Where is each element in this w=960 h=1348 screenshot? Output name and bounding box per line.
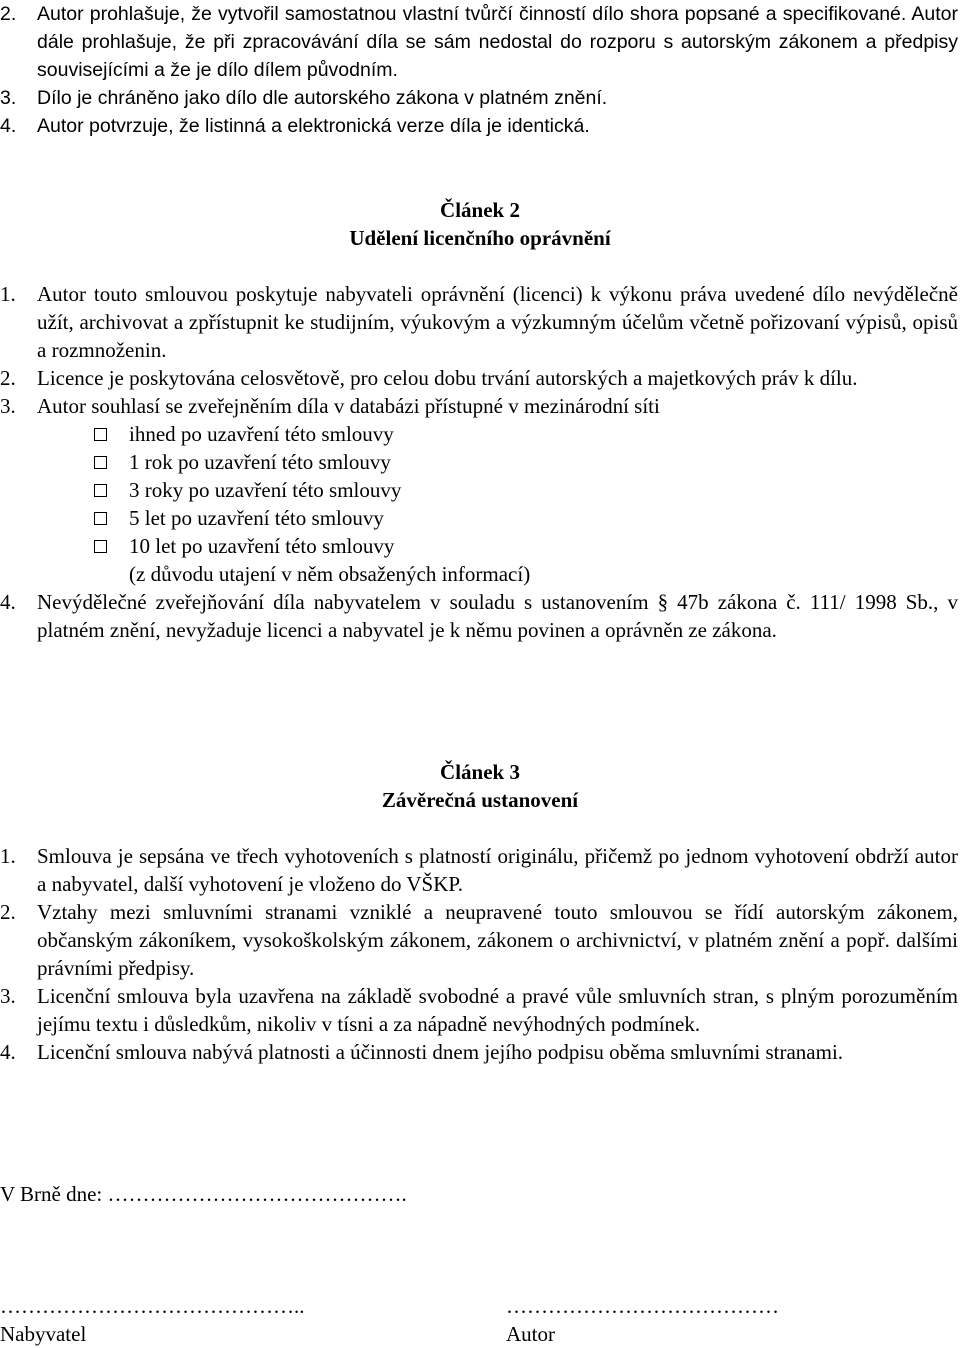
list-item [0, 1038, 958, 1066]
option-row [92, 448, 958, 476]
list-item [0, 280, 958, 364]
list-item [0, 84, 958, 112]
item-text: Autor prohlašuje, že vytvořil samostatnou vlastní tvůrčí činností dílo shora popsané a specifikované. Autor dále prohlašuje, že při zpracovávání díla se sám nedostal do rozporu s autorským zákonem a předpisy souvisejícími a že je dílo dílem původním. [37, 3, 958, 81]
item-text: Vztahy mezi smluvními stranami vzniklé a neupravené touto smlouvou se řídí autorským zákonem, občanským zákoníkem, vysokoškolským zákonem, zákonem o archivnictví, v platném znění a popř. dalšími právními předpisy. [37, 900, 958, 980]
list-item [0, 0, 958, 84]
place-date-line: V Brně dne: ……………………………………. [0, 1182, 407, 1206]
option-label: 5 let po uzavření této smlouvy [129, 506, 384, 530]
list-item [0, 392, 958, 420]
item-number: 2. [0, 3, 17, 25]
article3-heading [0, 758, 960, 814]
article2-body [0, 280, 958, 644]
item-text: Licenční smlouva byla uzavřena na základě svobodné a pravé vůle smluvních stran, s plným porozuměním jejímu textu i důsledkům, nikoliv v tísni a za nápadně nevýhodných podmínek. [37, 984, 958, 1036]
item-text: Licence je poskytována celosvětově, pro celou dobu trvání autorských a majetkových práv k dílu. [37, 366, 858, 390]
option-checkbox[interactable] [94, 456, 107, 469]
article2-heading [0, 196, 960, 252]
option-row [92, 504, 958, 532]
item-text: Autor touto smlouvou poskytuje nabyvateli oprávnění (licenci) k výkonu práva uvedené dílo nevýdělečně užít, archivovat a zpřístupnit ke studijním, výukovým a výzkumným účelům včetně pořizovaní výpisů, opisů a rozmnoženin. [37, 282, 958, 362]
item-text: Licenční smlouva nabývá platnosti a účinnosti dnem jejího podpisu oběma smluvními stranami. [37, 1040, 844, 1064]
item-number: 2. [0, 900, 16, 924]
option-checkbox[interactable] [94, 540, 107, 553]
item-number: 3. [0, 984, 16, 1008]
list-item [0, 588, 958, 644]
article-title: Článek 2 [440, 198, 520, 222]
signature-line: ………………………………… [506, 1294, 779, 1318]
signature-label: Autor [506, 1322, 555, 1346]
item-number: 3. [0, 87, 17, 109]
option-label: 3 roky po uzavření této smlouvy [129, 478, 402, 502]
item-text: Smlouva je sepsána ve třech vyhotoveních s platností originálu, přičemž po jednom vyhotovení obdrží autor a nabyvatel, další vyhotovení je vloženo do VŠKP. [37, 844, 958, 896]
list-item [0, 364, 958, 392]
option-label: 10 let po uzavření této smlouvy [129, 534, 395, 558]
option-checkbox[interactable] [94, 512, 107, 525]
item-text: Dílo je chráněno jako dílo dle autorského zákona v platném znění. [37, 87, 608, 109]
item-number: 1. [0, 282, 16, 306]
article-subtitle: Závěrečná ustanovení [381, 788, 579, 812]
item-number: 2. [0, 366, 16, 390]
item-number: 4. [0, 1040, 16, 1064]
signature-line: …………………………………….. [0, 1294, 305, 1318]
signature-autor [506, 1292, 779, 1348]
signature-nabyvatel [0, 1292, 305, 1348]
option-checkbox[interactable] [94, 428, 107, 441]
publication-options [0, 420, 958, 588]
item-text: Nevýdělečné zveřejňování díla nabyvatelem v souladu s ustanovením § 47b zákona č. 111/ 1998 Sb., v platném znění, nevyžaduje licenci a nabyvatel je k němu povinen a oprávněn ze zákona. [37, 590, 958, 642]
item-number: 1. [0, 844, 16, 868]
article-subtitle: Udělení licenčního oprávnění [349, 226, 611, 250]
option-row [92, 476, 958, 504]
option-label: ihned po uzavření této smlouvy [129, 422, 394, 446]
option-checkbox[interactable] [94, 484, 107, 497]
list-item [0, 982, 958, 1038]
item-text: Autor potvrzuje, že listinná a elektronická verze díla je identická. [37, 115, 590, 137]
item-number: 4. [0, 590, 16, 614]
item-text: Autor souhlasí se zveřejněním díla v databázi přístupné v mezinárodní síti [37, 394, 660, 418]
item-number: 4. [0, 115, 17, 137]
option-row [92, 532, 958, 560]
list-item [0, 842, 958, 898]
option-label: 1 rok po uzavření této smlouvy [129, 450, 391, 474]
list-item [0, 112, 958, 140]
article-title: Článek 3 [440, 760, 520, 784]
options-note: (z důvodu utajení v něm obsažených informací) [129, 562, 531, 586]
item-number: 3. [0, 394, 16, 418]
list-item [0, 898, 958, 982]
article3-body [0, 842, 958, 1066]
article1-continued [0, 0, 958, 140]
signature-label: Nabyvatel [0, 1322, 87, 1346]
option-row [92, 420, 958, 448]
